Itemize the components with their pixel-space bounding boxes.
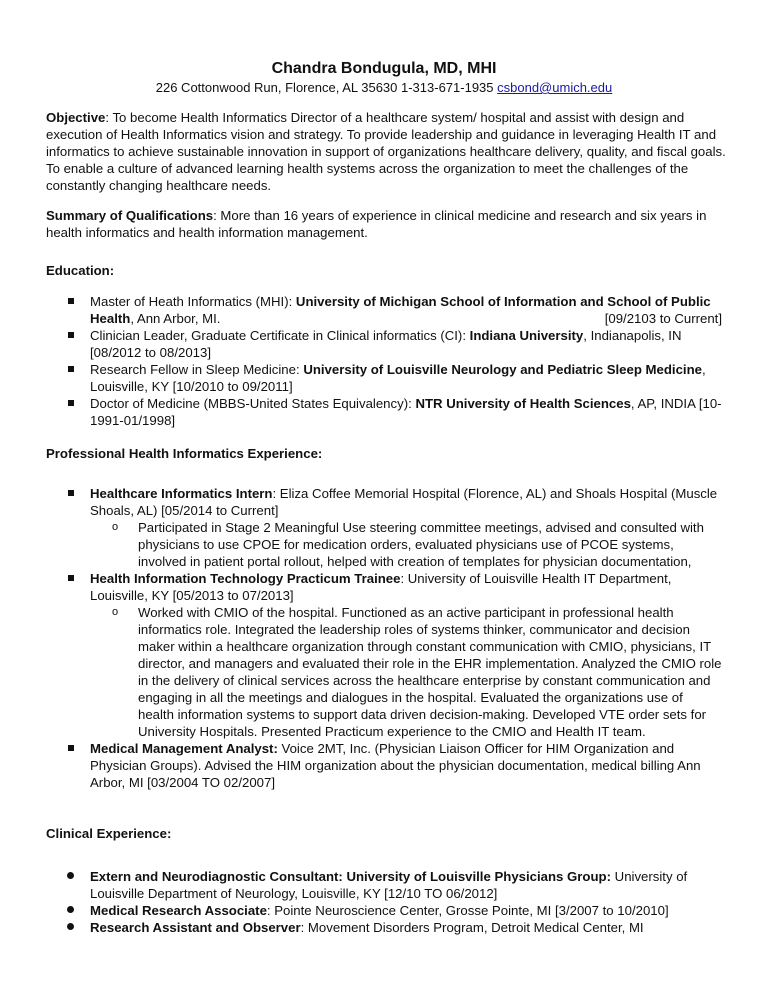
clinical-item: Medical Research Associate: Pointe Neuroscience Center, Grosse Pointe, MI [3/2007 to 10/2010] (62, 902, 722, 919)
contact-line (0, 80, 768, 95)
experience-item: Medical Management Analyst: Voice 2MT, Inc. (Physician Liaison Officer for HIM Organization and Physician Groups). Advised the HIM organization about the physician documentation, medical billing Ann Arbor, MI [03/2004 TO 02/2007] (62, 740, 722, 791)
education-item: Research Fellow in Sleep Medicine: University of Louisville Neurology and Pediatric Sleep Medicine, Louisville, KY [10/2010 to 09/2011] (62, 361, 722, 395)
objective-paragraph (46, 109, 726, 194)
square-bullet-icon (68, 298, 74, 304)
resume-name: Chandra Bondugula, MD, MHI (271, 60, 497, 77)
education-item: Master of Heath Informatics (MHI): University of Michigan School of Information and School of Public Health, Ann Arbor, MI. [09/2103 to Current] (62, 293, 722, 327)
experience-heading: Professional Health Informatics Experience: (46, 446, 323, 461)
email-link[interactable]: csbond@umich.edu (497, 80, 613, 95)
clinical-item: Research Assistant and Observer: Movement Disorders Program, Detroit Medical Center, MI (62, 919, 722, 936)
clinical-list (62, 868, 722, 936)
summary-text: : More than 16 years of experience in clinical medicine and research and six years in health informatics and health information management. (46, 208, 707, 240)
dot-bullet-icon (67, 906, 74, 913)
circle-bullet-icon: o (112, 606, 119, 618)
dot-bullet-icon (67, 923, 74, 930)
circle-bullet-icon: o (112, 521, 119, 533)
square-bullet-icon (68, 575, 74, 581)
experience-item: Health Information Technology Practicum Trainee: University of Louisville Health IT Department, Louisville, KY [05/2013 to 07/2013] o Worked with CMIO of the hospital. Functioned as an active participant in professional health informatics role. Integrated the leadership roles of systems thinker, communicator and decision maker within a healthcare organization through constant communication with CMIO, physicians, IT director, and managers and evaluated their role in the EHR implementation. Analyzed the CMIO role in the delivery of clinical services across the healthcare enterprise by constant communication and engaging in all the meetings and dialogues in the hospital. Evaluated the organizations use of health information systems to support data driven decision-making. Developed VTE order sets for University Hospitals. Presented Practicum experience to the CMIO and Health IT team. (62, 570, 722, 740)
objective-label: Objective (46, 110, 106, 125)
experience-detail: o Worked with CMIO of the hospital. Functioned as an active participant in professional health informatics role. Integrated the leadership roles of systems thinker, communicator and decision maker within a healthcare organization through constant communication with CMIO, physicians, IT director, and managers and evaluated their role in the EHR implementation. Analyzed the CMIO role in the delivery of clinical services across the healthcare enterprise by constant communication and engaging in all the meetings and dialogues in the hospital. Evaluated the organizations use of health information systems to support data driven decision-making. Developed VTE order sets for University Hospitals. Presented Practicum experience to the CMIO and Health IT team. (112, 605, 722, 739)
clinical-heading: Clinical Experience: (46, 826, 172, 841)
experience-item: Healthcare Informatics Intern: Eliza Coffee Memorial Hospital (Florence, AL) and Shoals Hospital (Muscle Shoals, AL) [05/2014 to Current] o Participated in Stage 2 Meaningful Use steering committee meetings, advised and consulted with physicians to use CPOE for medication orders, evaluated physicians use of PCOE systems, involved in patient portal rollout, helped with creation of templates for physician documentation, (62, 485, 722, 570)
address: 226 Cottonwood Run, Florence, AL 35630 1-313-671-1935 (155, 80, 494, 95)
experience-list (62, 485, 722, 791)
objective-text: : To become Health Informatics Director of a healthcare system/ hospital and assist with design and execution of Health Informatics vision and strategy. To provide leadership and guidance in leveraging Health IT and informatics to achieve sustainable innovation in support of organizations healthcare delivery, quality, and fiscal goals. To enable a culture of advanced learning health systems across the organization to meet the challenges of the constantly changing healthcare needs. (46, 110, 726, 193)
summary-paragraph (46, 207, 726, 241)
square-bullet-icon (68, 332, 74, 338)
experience-detail: o Participated in Stage 2 Meaningful Use steering committee meetings, advised and consulted with physicians to use CPOE for medication orders, evaluated physicians use of PCOE systems, involved in patient portal rollout, helped with creation of templates for physician documentation, (112, 520, 704, 569)
square-bullet-icon (68, 490, 74, 496)
education-heading: Education: (46, 263, 115, 278)
clinical-item: Extern and Neurodiagnostic Consultant: University of Louisville Physicians Group: University of Louisville Department of Neurology, Louisville, KY [12/10 TO 06/2012] (62, 868, 722, 902)
square-bullet-icon (68, 745, 74, 751)
square-bullet-icon (68, 400, 74, 406)
education-list (62, 293, 722, 429)
education-item: Clinician Leader, Graduate Certificate in Clinical informatics (CI): Indiana University, Indianapolis, IN [08/2012 to 08/2013] (62, 327, 722, 361)
summary-label: Summary of Qualifications (46, 208, 214, 223)
square-bullet-icon (68, 366, 74, 372)
dot-bullet-icon (67, 872, 74, 879)
education-item: Doctor of Medicine (MBBS-United States Equivalency): NTR University of Health Sciences, AP, INDIA [10-1991-01/1998] (62, 395, 722, 429)
